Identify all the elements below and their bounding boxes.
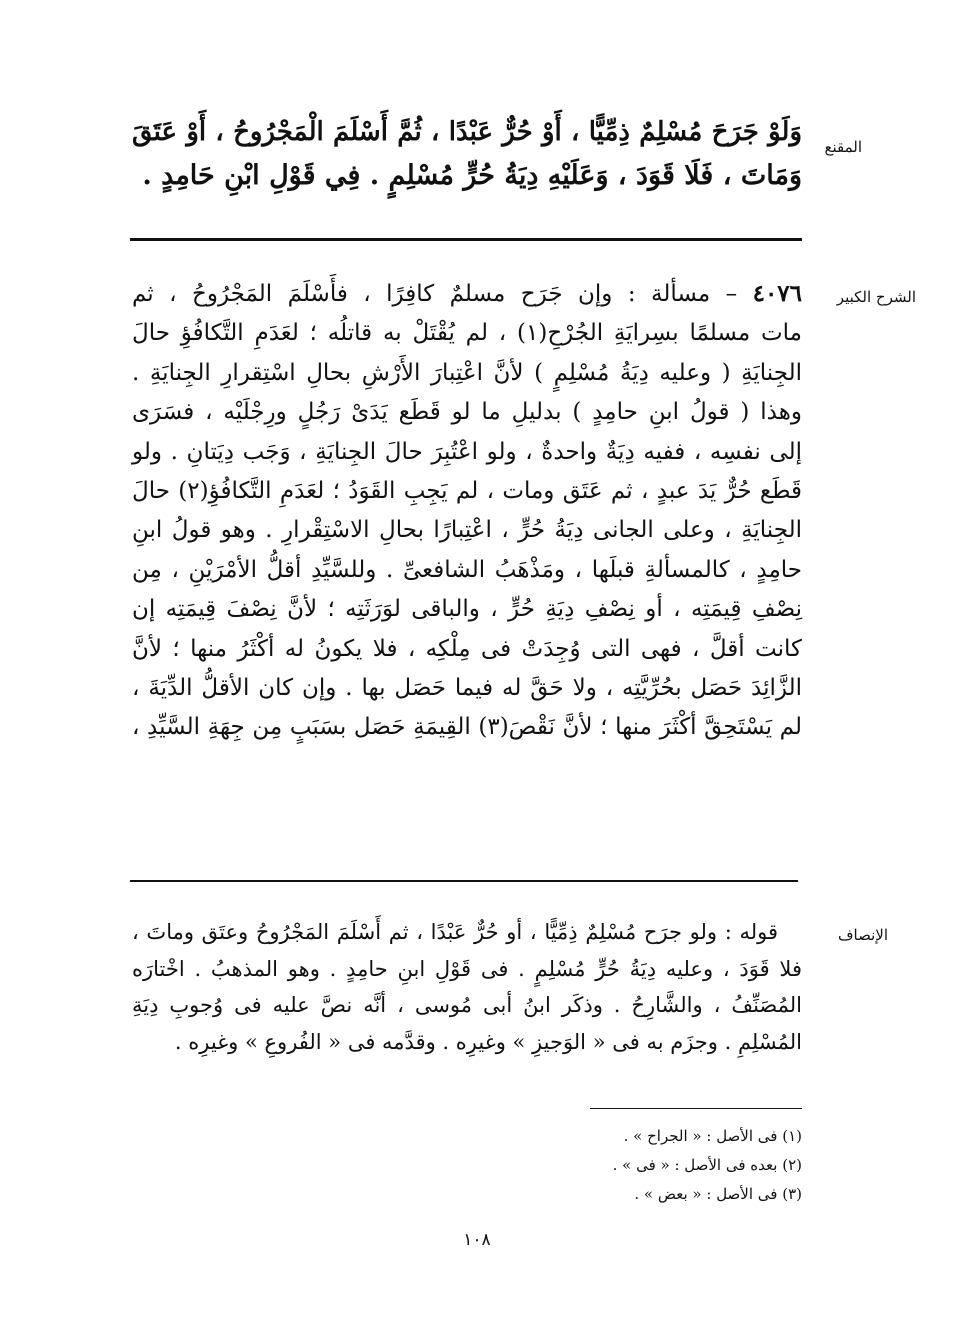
insaf-line: المُسْلِمِ . وجزَم به فى « الوَجيزِ » وغيرِه . وقدَّمه فى « الفُروعِ » وغيرِه .: [174, 1029, 802, 1054]
sharh-line-1-text: – مسألة : وإن جَرَح مسلمٌ كافِرًا ، فأَسْلَمَ المَجْرُوحُ ، ثم: [132, 281, 738, 307]
sharh-line: إلى نفسِه ، ففيه دِيَةٌ واحدةٌ ، ولو اعْتُبِرَ حالَ الجِنايَةِ ، وَجَب دِيَتانِ . ولو: [132, 438, 802, 465]
sharh-line: لم يَسْتَحِقَّ أكْثَرَ منها ؛ لأنَّ نَقْصَ(٣) القِيمَةِ حَصَل بسَبَبٍ مِن جِهَةِ السَّيِّدِ ،: [132, 714, 802, 741]
sharh-line: قَطَع حُرٌّ يَدَ عبدٍ ، ثم عَتَق ومات ، لم يَجِبِ القَوَدُ ؛ لعَدَمِ التَّكافُؤِ(٢) حالَ: [132, 478, 802, 505]
insaf-line: المُصَنِّفُ ، والشَّارِحُ . وذكَر ابنُ أبى مُوسى ، أنَّه نصَّ عليه فى وُجوبِ دِيَةِ: [132, 993, 802, 1017]
sharh-line: نِصْفِ قِيمَتِه ، أو نِصْفِ دِيَةِ حُرٍّ ، والباقى لوَرَثَتِه ؛ لأنَّ نِصْفَ قِيمَتِه إن: [132, 596, 802, 623]
sharh-text: [132, 274, 802, 748]
muqni-label: المقنع: [824, 138, 862, 156]
sharh-line: كانت أقلَّ ، فهى التى وُجِدَتْ فى مِلْكِه ، فلا يكونُ له أكْثَرُ منها ؛ لأنَّ: [132, 635, 802, 662]
issue-number: ٤٠٧٦: [752, 280, 803, 307]
sharh-line: الجِنايَةِ ( وعليه دِيَةُ مُسْلِمٍ ) لأنَّ اعْتِبارَ الأَرْشِ بحالِ اسْتِقرارِ الجِنايَةِ .: [132, 359, 802, 386]
insaf-text: [132, 914, 802, 1060]
sharh-line: الزَّائِدَ حَصَل بحُرِّيَّتِه ، ولا حَقَّ له فيما حَصَل بها . وإن كان الأقلُّ الدِّيَةَ ،: [132, 675, 802, 702]
sharh-line: مات مسلمًا بسِرايَةِ الجُرْحِ(١) ، لم يُقْتَلْ به قاتلُه ؛ لعَدَمِ التَّكافُؤِ حالَ: [132, 320, 802, 347]
sharh-line: وهذا ( قولُ ابنِ حامِدٍ ) بدليلِ ما لو قَطَع يَدَىْ رَجُلٍ ورِجْلَيْه ، فسَرَى: [132, 399, 802, 426]
page-number: ١٠٨: [463, 1230, 491, 1250]
sharh-line: حامِدٍ ، كالمسألةِ قبلَها ، ومَذْهَبُ الشافعىِّ . وللسَّيِّدِ أقلُّ الأمْرَيْنِ ، مِن: [132, 556, 802, 583]
footnote-divider: [590, 1108, 802, 1109]
footnotes: [613, 1122, 802, 1209]
footnote: (٣) فى الأصل : « بعض » .: [634, 1185, 802, 1203]
muqni-divider: [130, 238, 802, 241]
sharh-divider: [130, 880, 798, 882]
sharh-line: الجِنايَةِ ، وعلى الجانى دِيَةُ حُرٍّ ، اعْتِبارًا بحالِ الاسْتِقْرارِ . وهو قولُ ابنِ: [132, 517, 802, 544]
insaf-line: قوله : ولو جرَح مُسْلِمٌ ذِمِّيًّا ، أو حُرٌّ عَبْدًا ، ثم أَسْلَمَ المَجْرُوحُ وعتَق وماتَ ،: [132, 920, 778, 944]
footnote: (٢) بعده فى الأصل : « فى » .: [612, 1156, 802, 1174]
muqni-text: [132, 110, 802, 198]
insaf-label: الإنصاف: [837, 926, 888, 944]
muqni-line-2: وَمَاتَ ، فَلَا قَوَدَ ، وَعَلَيْهِ دِيَةُ حُرٍّ مُسْلِمٍ . فِي قَوْلِ ابْنِ حَامِدٍ .: [142, 160, 802, 191]
sharh-label: الشرح الكبير: [836, 288, 916, 306]
muqni-line-1: وَلَوْ جَرَحَ مُسْلِمٌ ذِمِّيًّا ، أَوْ حُرٌّ عَبْدًا ، ثُمَّ أَسْلَمَ الْمَجْرُوحُ ، أَوْ عَتَقَ: [132, 117, 802, 147]
footnote: (١) فى الأصل : « الجراح » .: [623, 1127, 802, 1145]
insaf-line: فلا قَوَدَ ، وعليه دِيَةُ حُرٍّ مُسْلِمٍ . فى قَوْلِ ابنِ حامِدٍ . وهو المذهبُ . اخْتارَه: [132, 956, 802, 981]
sharh-line-1: [132, 274, 802, 314]
